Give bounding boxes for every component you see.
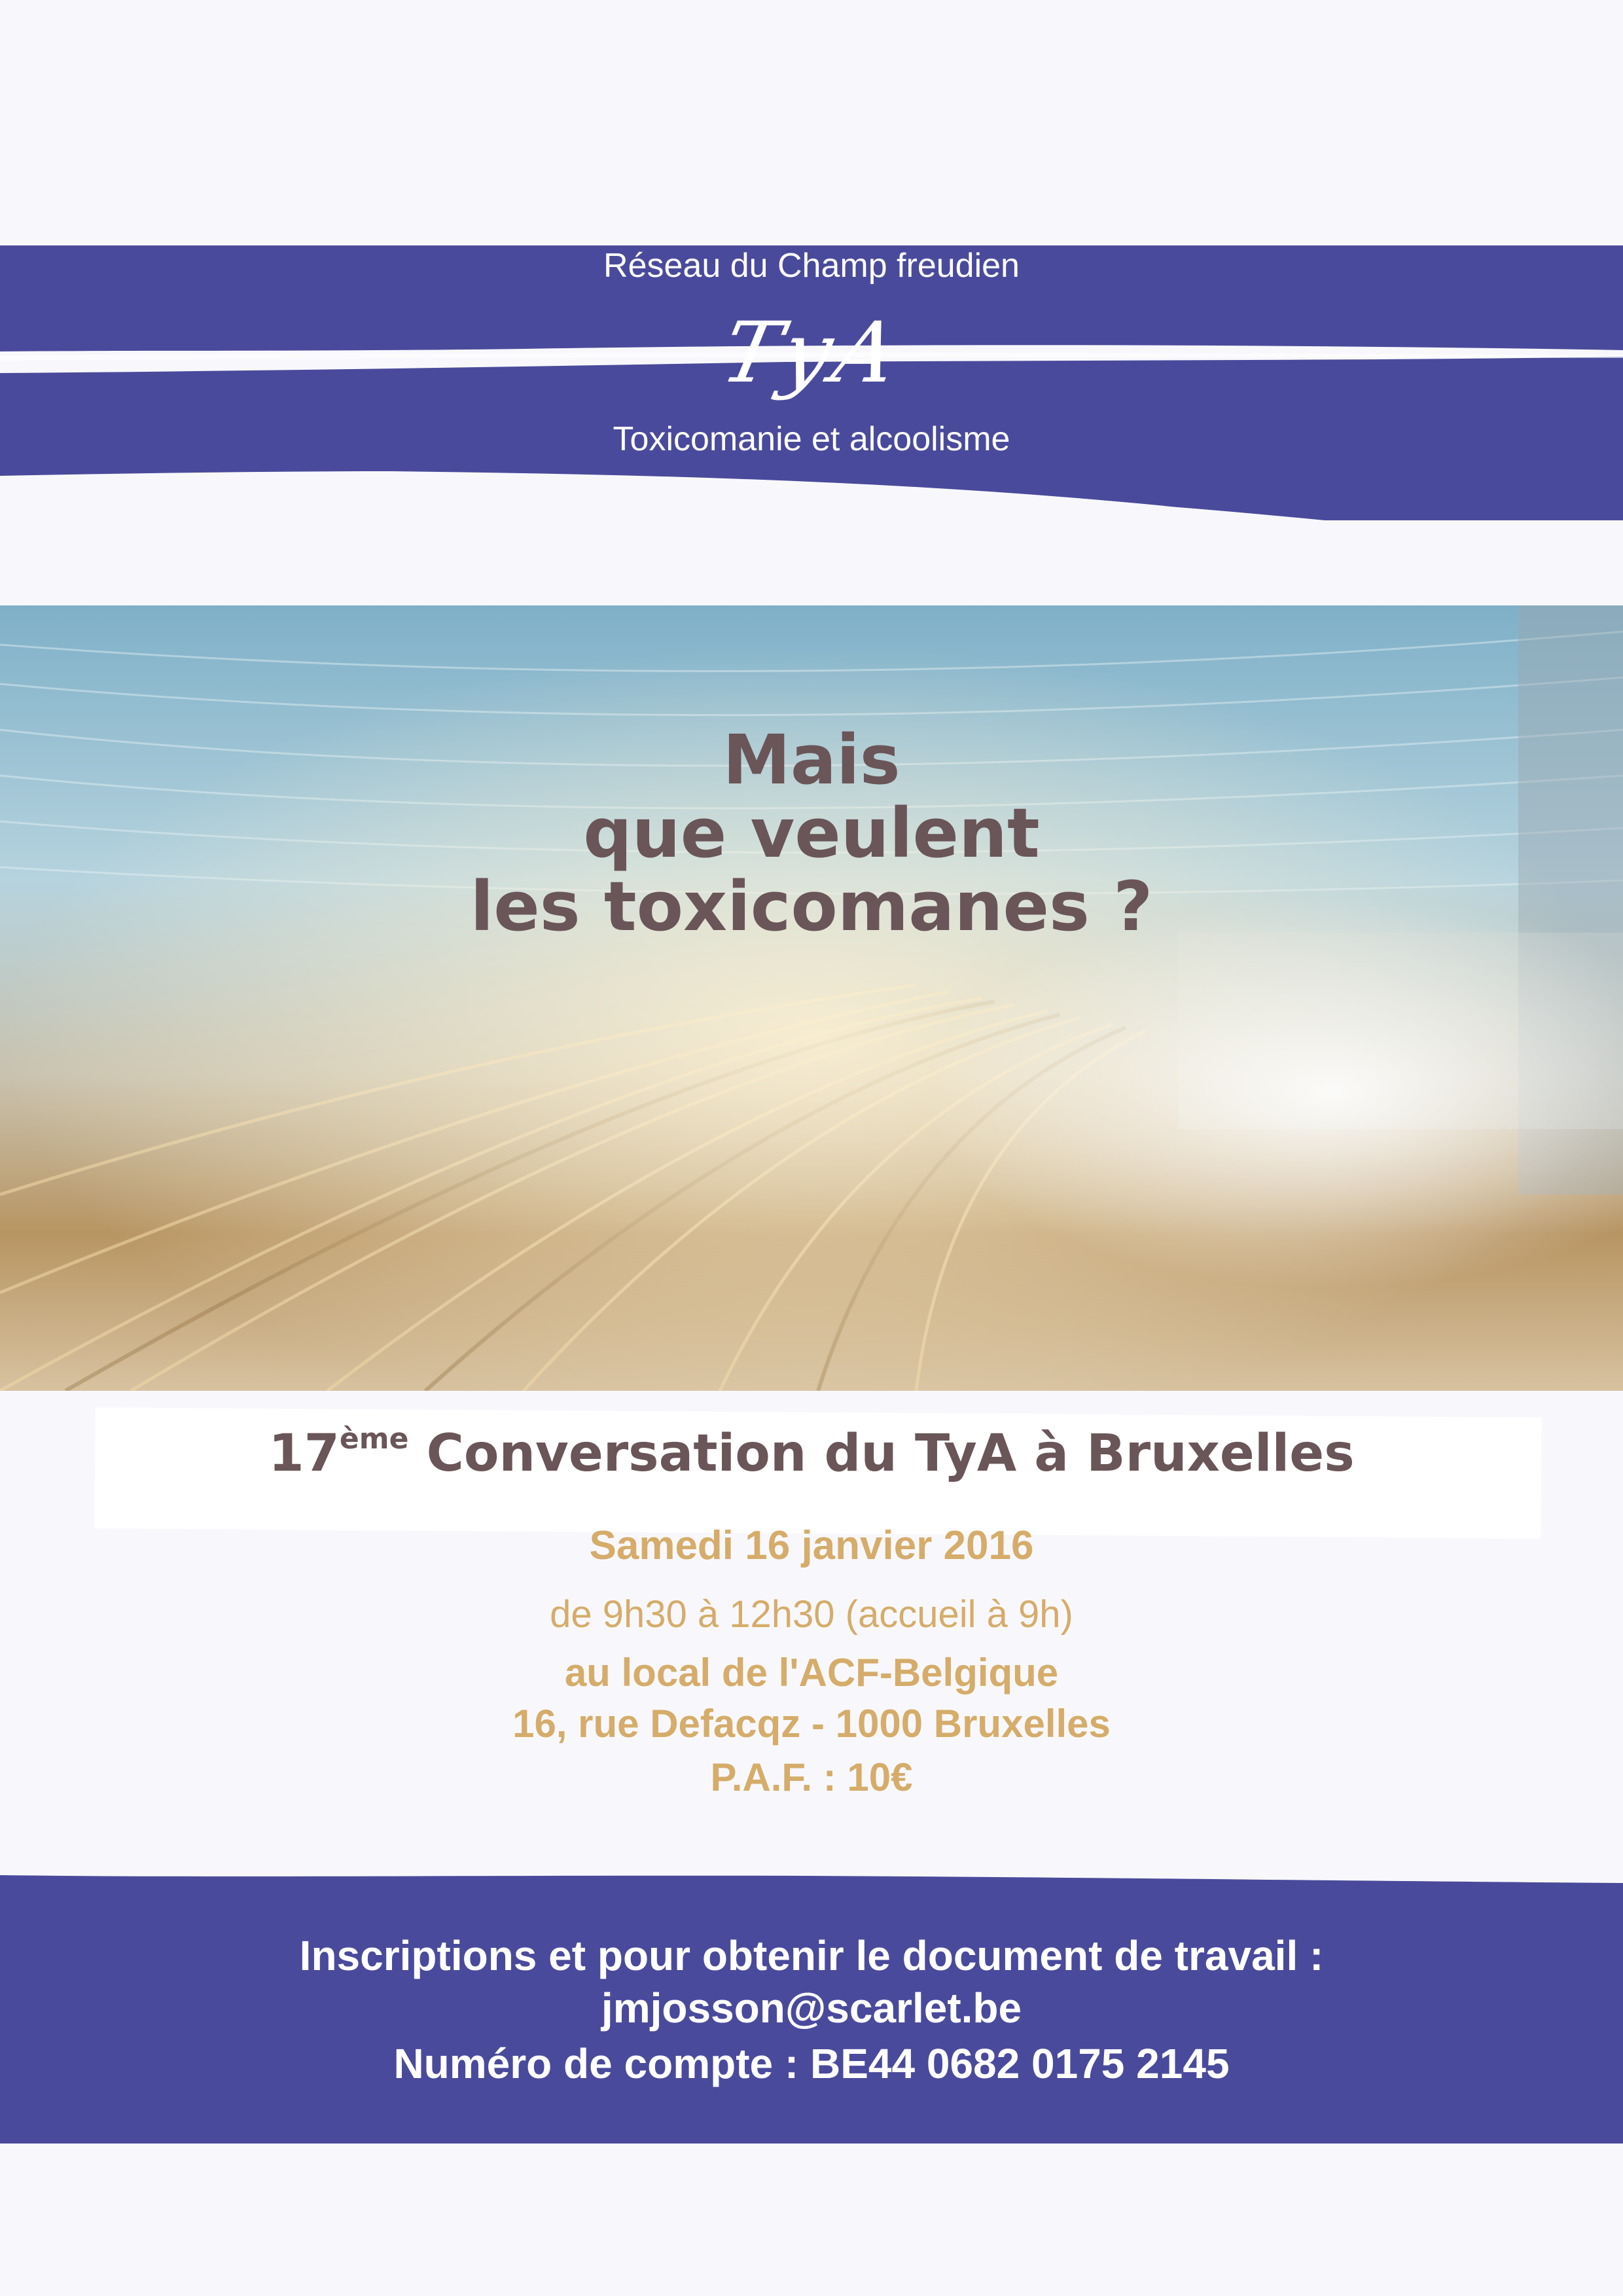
registration-text: Inscriptions et pour obtenir le document de travail : xyxy=(299,1932,1324,1979)
network-name: Réseau du Champ freudien xyxy=(603,247,1020,285)
event-venue: au local de l'ACF-Belgique xyxy=(564,1651,1059,1695)
header-subtitle: Toxicomanie et alcoolisme xyxy=(613,420,1010,458)
contact-email[interactable]: jmjosson@scarlet.be xyxy=(601,1984,1022,2032)
tya-logo: TyA xyxy=(713,304,910,402)
conversation-ordinal: ème xyxy=(339,1422,409,1456)
event-time: de 9h30 à 12h30 (accueil à 9h) xyxy=(550,1593,1073,1636)
main-title xyxy=(0,720,1623,946)
title-line-3: les toxicomanes ? xyxy=(470,867,1153,946)
event-address: 16, rue Defacqz - 1000 Bruxelles xyxy=(512,1702,1111,1746)
event-fee: P.A.F. : 10€ xyxy=(710,1755,913,1799)
conversation-heading xyxy=(0,1424,1623,1484)
title-line-1: Mais xyxy=(722,720,901,800)
title-line-2: que veulent xyxy=(583,793,1040,873)
conversation-number: 17 xyxy=(268,1424,340,1483)
conversation-title: Conversation du TyA à Bruxelles xyxy=(426,1424,1355,1483)
bank-account: Numéro de compte : BE44 0682 0175 2145 xyxy=(393,2040,1230,2087)
event-date: Samedi 16 janvier 2016 xyxy=(589,1523,1034,1568)
